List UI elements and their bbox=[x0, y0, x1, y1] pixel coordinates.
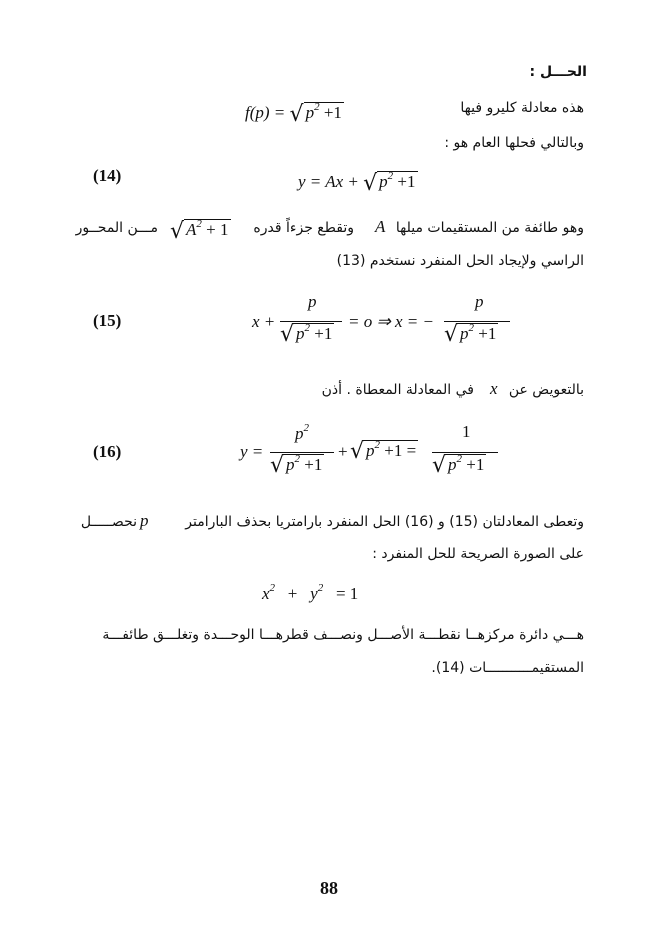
eq15-x-plus: x + bbox=[252, 312, 276, 331]
equation-14: y = Ax + √ $p^2 +1$ bbox=[298, 170, 416, 196]
eq15-middle: = o ⇒ x = − bbox=[348, 312, 434, 331]
lines-family-text-b: وتقطع جزءاً قدره bbox=[253, 220, 354, 236]
singular-solution-intro: الراسي ولإيجاد الحل المنفرد نستخدم (13) bbox=[336, 253, 584, 269]
equation-label-15: (15) bbox=[93, 311, 122, 330]
circle-equation: $x^2$ + $y^2$ = 1 bbox=[262, 582, 359, 603]
substitution-x: x bbox=[490, 379, 498, 398]
equation-16: y = $p^2$ √ $p^2 +1$ + √ $p^2 +1$ = 1 √ $p^2 +1$ bbox=[240, 422, 520, 492]
substitution-text-a: بالتعويض عن bbox=[508, 382, 584, 398]
slope-symbol: A bbox=[375, 217, 386, 236]
parameter-p: p bbox=[140, 511, 149, 530]
eq15-numerator-2: p bbox=[475, 292, 484, 311]
equation-label-16: (16) bbox=[93, 442, 122, 461]
solution-heading: الحـــل : bbox=[529, 64, 587, 80]
lines-family-text-a: وهو طائفة من المستقيمات ميلها bbox=[395, 220, 584, 236]
f-of-p-equation: f(p) = √ $p^2 +1$ bbox=[245, 101, 342, 127]
eq15-numerator: p bbox=[308, 292, 317, 311]
equation-15: x + p √ $p^2 +1$ = o ⇒ x = − p √ $p^2 +1$ bbox=[252, 292, 522, 362]
general-solution-text: وبالتالي فحلها العام هو : bbox=[444, 135, 584, 151]
circle-description: هـــي دائرة مركزهــا نقطـــة الأصـــل ونصـــف قطرهـــا الوحـــدة وتغلـــق طائفـــة bbox=[102, 627, 584, 643]
parametric-text-b: نحصـــــل bbox=[80, 514, 137, 530]
parametric-text-a: وتعطى المعادلتان (15) و (16) الحل المنفرد بارامتريا بحذف البارامتر bbox=[185, 514, 584, 530]
clairaut-statement: هذه معادلة كليرو فيها bbox=[460, 100, 584, 116]
substitution-text-b: في المعادلة المعطاة . أذن bbox=[321, 382, 474, 398]
explicit-form-text: على الصورة الصريحة للحل المنفرد : bbox=[372, 546, 584, 562]
circle-description-end: المستقيمـــــــــــات (14). bbox=[431, 660, 584, 676]
lines-family-text-c: مـــن المحــور bbox=[75, 220, 158, 236]
page-number: 88 bbox=[320, 878, 338, 898]
intercept-radical: √ $A^2 + 1$ bbox=[170, 218, 229, 244]
equation-label-14: (14) bbox=[93, 166, 122, 185]
